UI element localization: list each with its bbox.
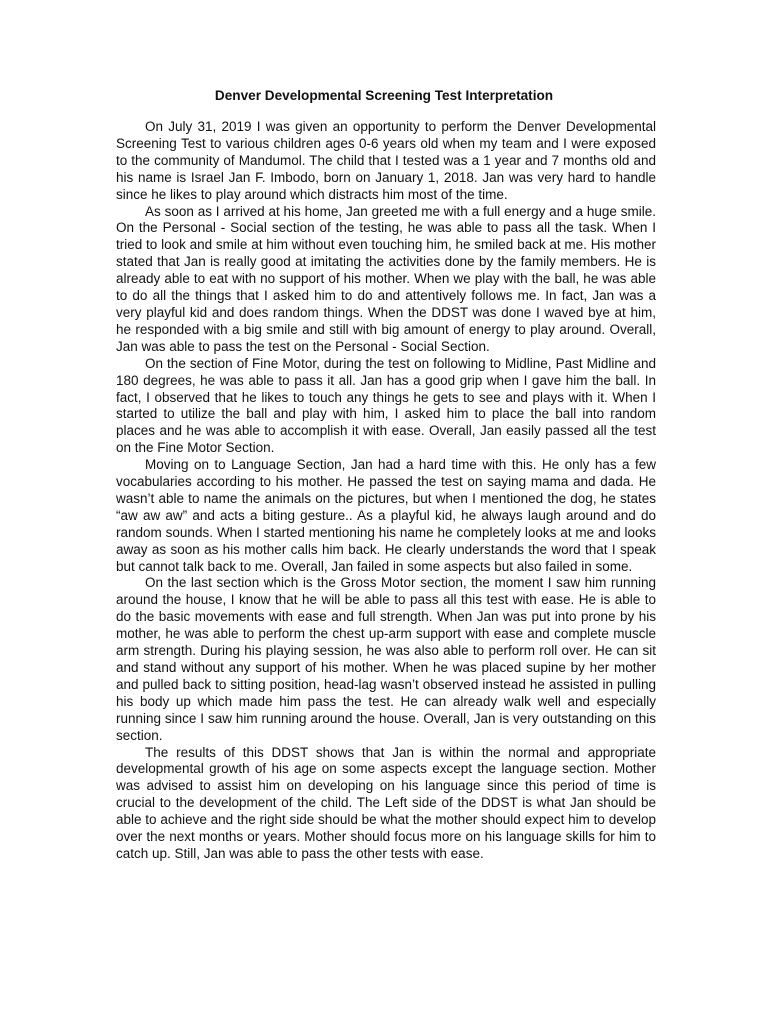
paragraph-fine-motor: On the section of Fine Motor, during the test on following to Midline, Past Midline and 180 degrees, he was able to pass it all. Jan has a good grip when I gave him the ball. In fact, I observed that he likes to touch any things he gets to see and plays with it. When I started to utilize the ball and play with him, I asked him to place the ball into random places and he was able to accomplish it with ease. Overall, Jan easily passed all the test on the Fine Motor Section.	[116, 355, 656, 456]
paragraph-results: The results of this DDST shows that Jan is within the normal and appropriate developmental growth of his age on some aspects except the language section. Mother was advised to assist him on developing on his language since this period of time is crucial to the development of the child. The Left side of the DDST is what Jan should be able to achieve and the right side should be what the mother should expect him to develop over the next months or years. Mother should focus more on his language skills for him to catch up. Still, Jan was able to pass the other tests with ease.	[116, 744, 656, 861]
paragraph-gross-motor: On the last section which is the Gross Motor section, the moment I saw him running around the house, I know that he will be able to pass all this test with ease. He is able to do the basic movements with ease and full strength. When Jan was put into prone by his mother, he was able to perform the chest up-arm support with ease and complete muscle arm strength. During his playing session, he was also able to perform roll over. He can sit and stand without any support of his mother. When he was placed supine by her mother and pulled back to sitting position, head-lag wasn’t observed instead he assisted in pulling his body up which made him pass the test. He can already walk well and especially running since I saw him running around the house. Overall, Jan is very outstanding on this section.	[116, 575, 656, 743]
document-title: Denver Developmental Screening Test Interpretation	[214, 88, 554, 103]
paragraph-intro: On July 31, 2019 I was given an opportunity to perform the Denver Developmental Screening Test to various children ages 0-6 years old when my team and I were exposed to the community of Mandumol. The child that I tested was a 1 year and 7 months old and his name is Israel Jan F. Imbodo, born on January 1, 2018. Jan was very hard to handle since he likes to play around which distracts him most of the time.	[116, 119, 656, 202]
document-body	[116, 119, 656, 863]
paragraph-personal-social: As soon as I arrived at his home, Jan greeted me with a full energy and a huge smile. On the Personal - Social section of the testing, he was able to pass all the task. When I tried to look and smile at him without even touching him, he smiled back at me. His mother stated that Jan is really good at imitating the activities done by the family members. He is already able to eat with no support of his mother. When we play with the ball, he was able to do all the things that I asked him to do and attentively follows me. In fact, Jan was a very playful kid and does random things. When the DDST was done I waved bye at him, he responded with a big smile and still with big amount of energy to play around. Overall, Jan was able to pass the test on the Personal - Social Section.	[116, 203, 656, 354]
paragraph-language: Moving on to Language Section, Jan had a hard time with this. He only has a few vocabularies according to his mother. He passed the test on saying mama and dada. He wasn’t able to name the animals on the pictures, but when I mentioned the dog, he states “aw aw aw” and acts a biting gesture.. As a playful kid, he always laugh around and do random sounds. When I started mentioning his name he completely looks at me and looks away as soon as his mother calls him back. He clearly understands the word that I speak but cannot talk back to me. Overall, Jan failed in some aspects but also failed in some.	[116, 457, 656, 574]
